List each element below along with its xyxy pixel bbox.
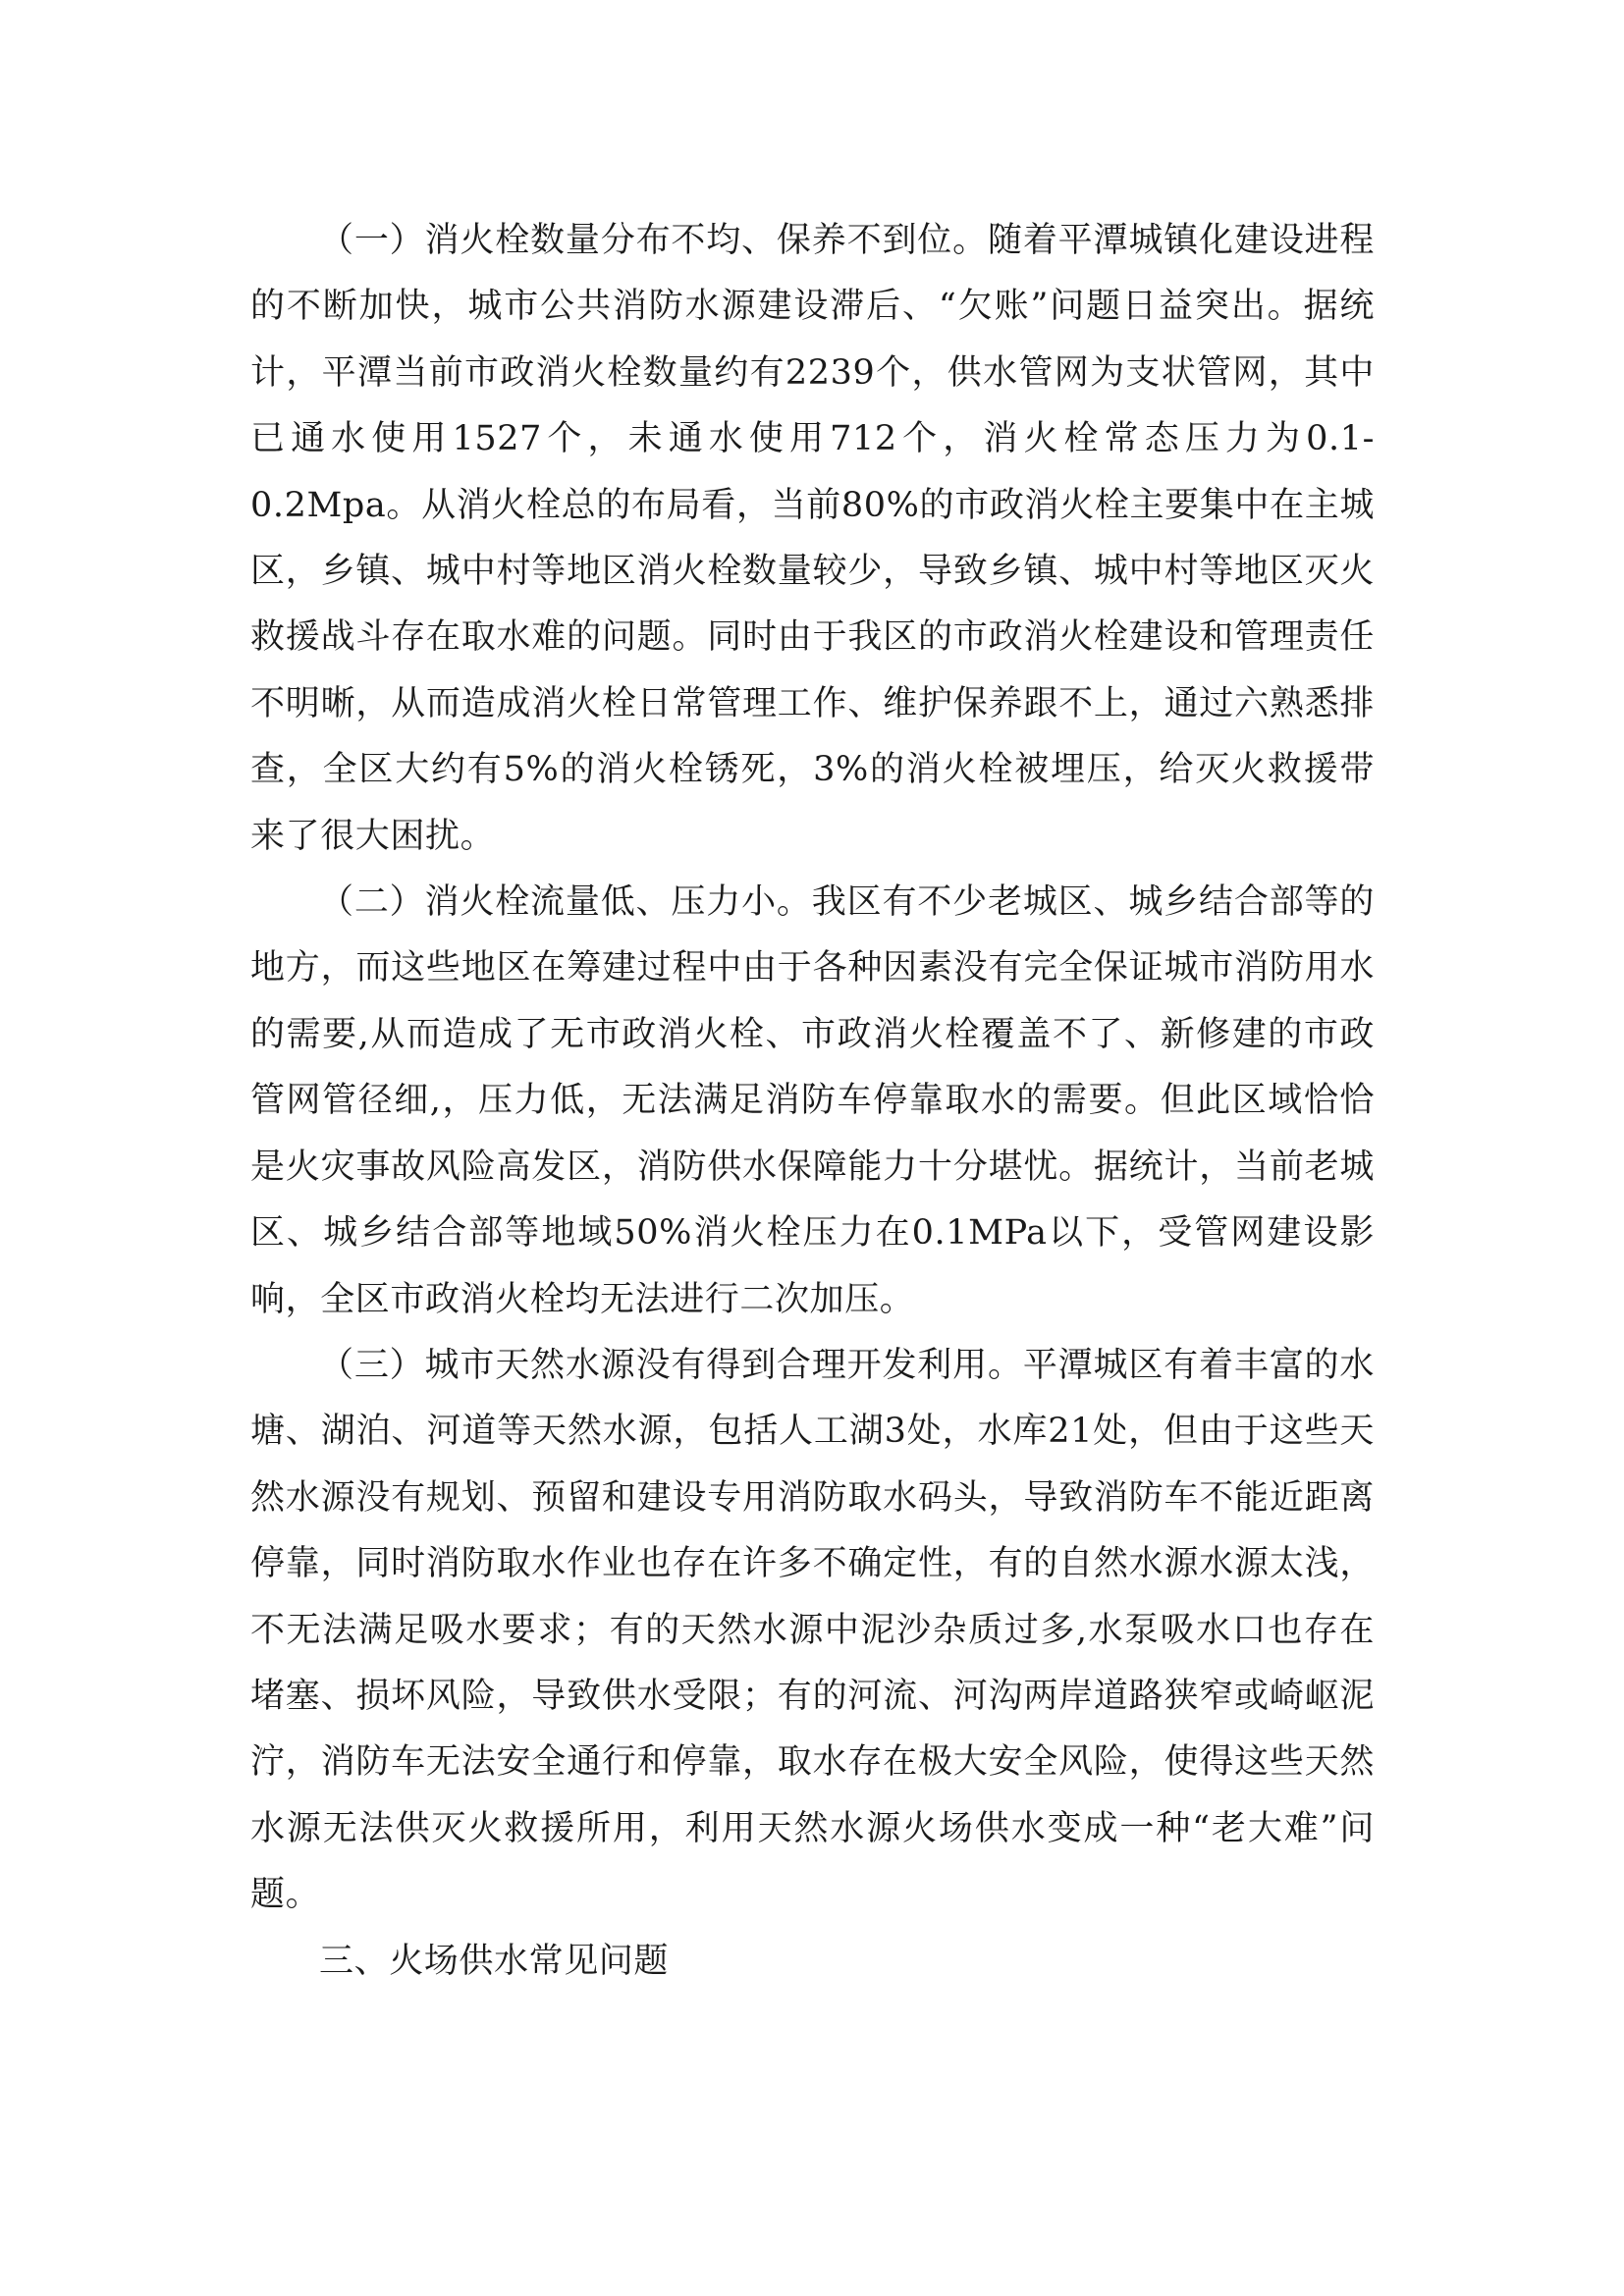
paragraph-hydrant-pressure: （二）消火栓流量低、压力小。我区有不少老城区、城乡结合部等的地方，而这些地区在筹建过程中由于各种因素没有完全保证城市消防用水的需要,从而造成了无市政消火栓、市政消火栓覆盖不了、新修建的市政管网管径细,，压力低，无法满足消防车停靠取水的需要。但此区域恰恰是火灾事故风险高发区，消防供水保障能力十分堪忧。据统计，当前老城区、城乡结合部等地域50%消火栓压力在0.1MPa以下，受管网建设影响，全区市政消火栓均无法进行二次加压。 bbox=[250, 882, 1375, 1319]
document-body bbox=[250, 208, 1375, 1995]
paragraph-natural-water-sources: （三）城市天然水源没有得到合理开发利用。平潭城区有着丰富的水塘、湖泊、河道等天然水源，包括人工湖3处，水库21处，但由于这些天然水源没有规划、预留和建设专用消防取水码头，导致消防车不能近距离停靠，同时消防取水作业也存在许多不确定性，有的自然水源水源太浅，不无法满足吸水要求；有的天然水源中泥沙杂质过多,水泵吸水口也存在堵塞、损坏风险，导致供水受限；有的河流、河沟两岸道路狭窄或崎岖泥泞，消防车无法安全通行和停靠，取水存在极大安全风险，使得这些天然水源无法供灭火救援所用，利用天然水源火场供水变成一种“老大难”问题。 bbox=[250, 1345, 1375, 1915]
section-heading: 三、火场供水常见问题 bbox=[319, 1941, 670, 1981]
paragraph-hydrant-distribution: （一）消火栓数量分布不均、保养不到位。随着平潭城镇化建设进程的不断加快，城市公共消防水源建设滞后、“欠账”问题日益突出。据统计，平潭当前市政消火栓数量约有2239个，供水管网为支状管网，其中已通水使用1527个，未通水使用712个，消火栓常态压力为0.1-0.2Mpa。从消火栓总的布局看，当前80%的市政消火栓主要集中在主城区，乡镇、城中村等地区消火栓数量较少，导致乡镇、城中村等地区灭火救援战斗存在取水难的问题。同时由于我区的市政消火栓建设和管理责任不明晰，从而造成消火栓日常管理工作、维护保养跟不上，通过六熟悉排查，全区大约有5%的消火栓锈死，3%的消火栓被埋压，给灭火救援带来了很大困扰。 bbox=[250, 221, 1375, 856]
